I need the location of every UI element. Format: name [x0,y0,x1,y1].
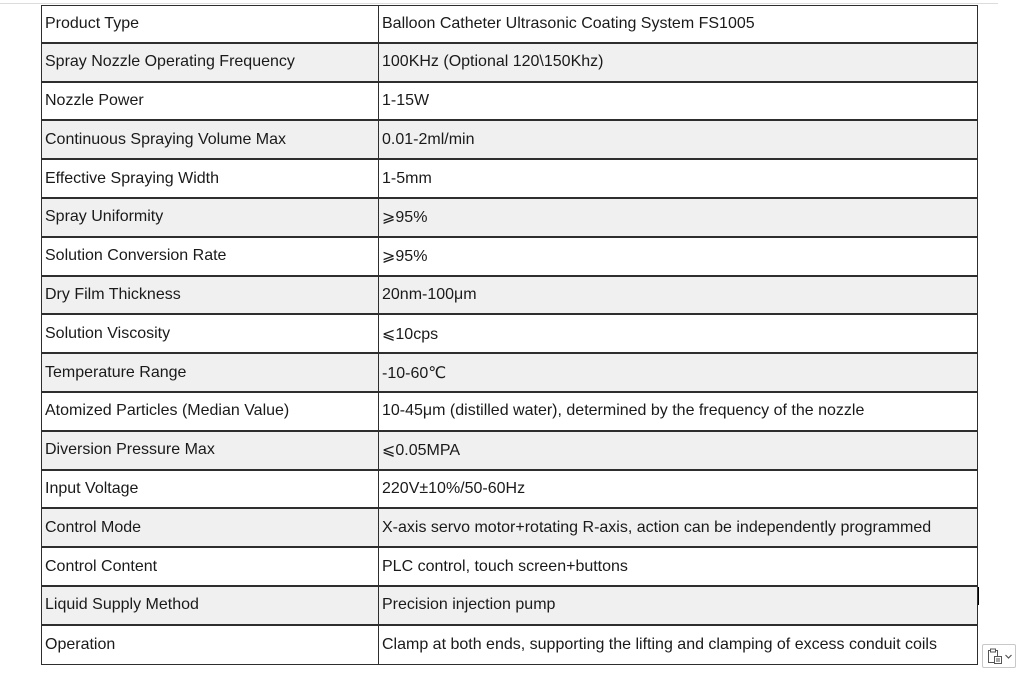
spec-label: Solution Viscosity [41,315,379,354]
spec-table [41,5,978,665]
spec-value: 10-45μm (distilled water), determined by the frequency of the nozzle [379,393,978,432]
top-divider [0,3,998,4]
table-row [41,199,978,238]
table-row [41,587,978,626]
chevron-down-icon [1005,654,1012,659]
spec-value: ⩽10cps [379,315,978,354]
table-row [41,354,978,393]
table-row [41,160,978,199]
table-row [41,432,978,471]
spec-label: Atomized Particles (Median Value) [41,393,379,432]
spec-value: ⩾95% [379,238,978,277]
table-row [41,121,978,160]
spec-label: Spray Uniformity [41,199,379,238]
table-row [41,509,978,548]
paste-options-button[interactable] [982,644,1016,668]
table-row [41,44,978,83]
spec-label: Control Mode [41,509,379,548]
spec-value: ⩾95% [379,199,978,238]
table-row [41,393,978,432]
spec-value: Clamp at both ends, supporting the lifting and clamping of excess conduit coils [379,626,978,665]
spec-label: Control Content [41,548,379,587]
spec-label: Dry Film Thickness [41,277,379,316]
spec-value: X-axis servo motor+rotating R-axis, action can be independently programmed [379,509,978,548]
spec-label: Product Type [41,5,379,44]
table-row [41,83,978,122]
spec-label: Diversion Pressure Max [41,432,379,471]
spec-label: Solution Conversion Rate [41,238,379,277]
table-row [41,277,978,316]
spec-label: Liquid Supply Method [41,587,379,626]
spec-label: Spray Nozzle Operating Frequency [41,44,379,83]
spec-value: Balloon Catheter Ultrasonic Coating System FS1005 [379,5,978,44]
spec-value: ⩽0.05MPA [379,432,978,471]
spec-label: Operation [41,626,379,665]
table-row [41,626,978,665]
table-row [41,471,978,510]
table-row [41,548,978,587]
spec-value: PLC control, touch screen+buttons [379,548,978,587]
spec-label: Effective Spraying Width [41,160,379,199]
spec-label: Input Voltage [41,471,379,510]
spec-label: Temperature Range [41,354,379,393]
spec-value: Precision injection pump [379,587,978,626]
table-row [41,5,978,44]
spec-value: 0.01-2ml/min [379,121,978,160]
spec-value: -10-60℃ [379,354,978,393]
spec-value: 1-5mm [379,160,978,199]
spec-label: Continuous Spraying Volume Max [41,121,379,160]
spec-value: 100KHz (Optional 120\150Khz) [379,44,978,83]
spec-value: 1-15W [379,83,978,122]
spec-value: 220V±10%/50-60Hz [379,471,978,510]
spec-label: Nozzle Power [41,83,379,122]
spec-value: 20nm-100μm [379,277,978,316]
table-row [41,238,978,277]
text-cursor [978,587,979,605]
clipboard-icon [987,648,1003,665]
table-row [41,315,978,354]
